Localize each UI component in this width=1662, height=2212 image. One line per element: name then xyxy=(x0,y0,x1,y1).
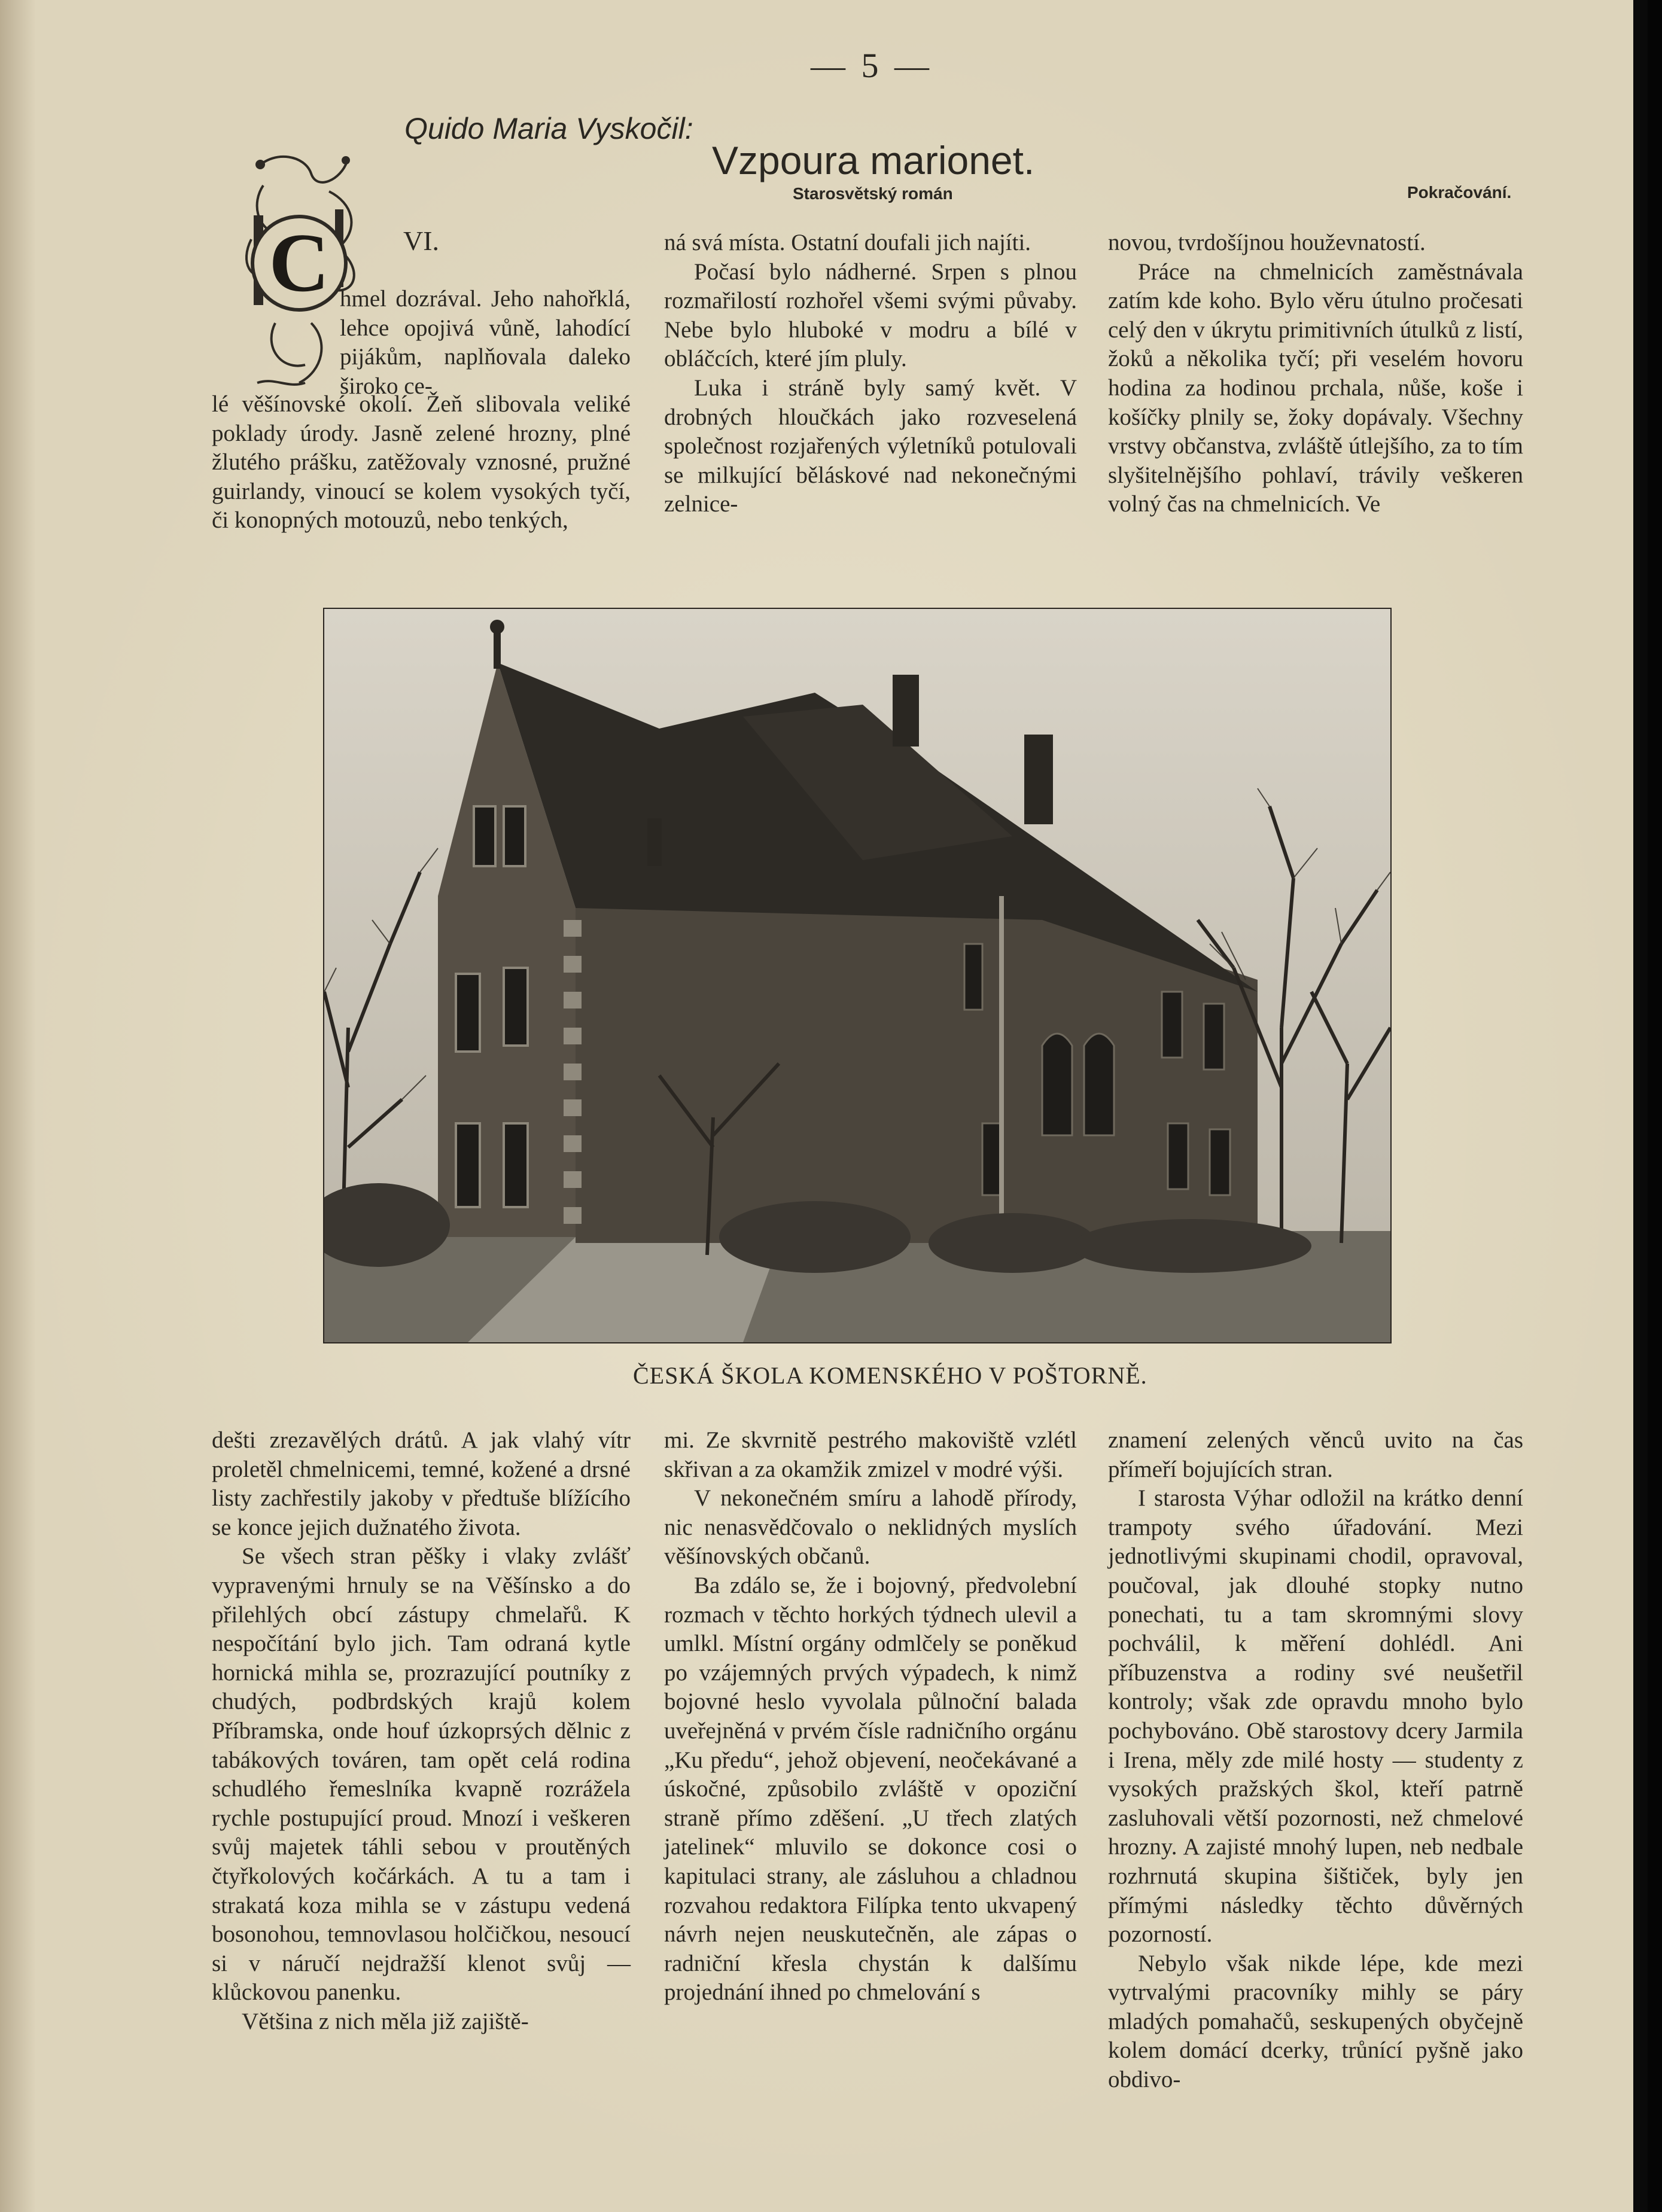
paragraph: ná svá místa. Ostatní doufali jich najíti. xyxy=(664,230,1031,255)
paragraph: Ba zdálo se, že i bojovný, předvolební rozmach v těchto horkých týdnech ulevil a umlkl. Místní orgány odmlčely se poněkud po vzájemných prvých výpadech, k nimž bojovné heslo vyvolala půlnoční balada uveřejněná v prvém čísle radničního orgánu „Ku předu“, jehož objevení, neočekávané a úskočné, způsobilo zvláště v opoziční straně přímo zděšení. „U třech zlatých jatelinek“ mluvilo se dokonce cosi o kapitulaci strany, ale zásluhou a chladnou rozvahou redaktora Filípka tento ukvapený návrh nejen neuskutečněn, ale zápas o radniční křesla chystán k dalšímu projednání ihned po chmelování s xyxy=(664,1572,1077,2006)
continuation-label: Pokračování. xyxy=(1407,183,1512,202)
page-number: — 5 — xyxy=(811,46,933,85)
paragraph: I starosta Výhar odložil na krátko denní trampoty svého úřadování. Mezi jednotlivými skupinami chodil, opravoval, poučoval, jak dlouhé stopky nutno ponechati, tu a tam skromnými slovy pochválil, k měření dohlédl. Ani příbuzenstva a rodiny své neušetřil kontroly; však zde opravdu mnoho bylo pochybováno. Obě starostovy dcery Jarmila i Irena, měly zde milé hosty — studenty z vysokých pražských škol, kteří patrně zasluhovali větší pozornosti, než chmelové hrozny. A zajisté mnohý lupen, neb nedbale rozhrnutá skupina šištiček, byly jen přímými následky těchto důvěrných pozorností. xyxy=(1108,1485,1523,1948)
column-2-bottom xyxy=(664,1426,1077,2007)
paragraph: mi. Ze skvrnitě pestrého makoviště vzlétl skřivan a za okamžik zmizel v modré výši. xyxy=(664,1427,1077,1482)
paragraph: Počasí bylo nádherné. Srpen s plnou rozmařilostí rozhořel všemi svými půvaby. Nebe bylo hluboké v modru a bílé v obláčcích, které jím pluly. xyxy=(664,258,1077,372)
column-3-bottom xyxy=(1108,1426,1523,2095)
drop-initial-letter: C xyxy=(269,217,330,309)
paragraph: Většina z nich měla již zajiště- xyxy=(242,2008,529,2034)
scan-edge-shadow xyxy=(1633,0,1648,2212)
chapter-number: VI. xyxy=(403,226,440,256)
paragraph: znamení zelených věnců uvito na čas přímeří bojujících stran. xyxy=(1108,1427,1523,1482)
paragraph: Luka i stráně byly samý květ. V drobných hloučkách jako rozveselená společnost rozjařených výletníků potulovali se milkující běláskové nad nekonečnými zelnice- xyxy=(664,374,1077,517)
paragraph: Práce na chmelnicích zaměstnávala zatím kde koho. Bylo věru útulno pročesati celý den v úkrytu primitivních útulků z listí, žoků a několika tyčí; při veselém hovoru hodina za hodinou prchala, nůše, koše i košíčky plnily se, žoky dopávaly. Všechny vrstvy občanstva, zvláště útlejšího, za to tím slyšitelnějšího pohlaví, trávily veškeren volný čas na chmelnicích. Ve xyxy=(1108,258,1523,517)
column-1-drop-text: hmel dozrával. Jeho nahořklá, lehce opojivá vůně, lahodící pijákům, naplňovala daleko široko ce- xyxy=(340,286,631,399)
column-1-bottom xyxy=(212,1426,631,2036)
school-building-photo xyxy=(323,608,1392,1343)
column-3-top xyxy=(1108,228,1523,519)
paragraph: V nekonečném smíru a lahodě přírody, nic nenasvědčovalo o neklidných myslích věšínovských občanů. xyxy=(664,1485,1077,1570)
paragraph: novou, tvrdošíjnou houževnatostí. xyxy=(1108,230,1426,255)
photo-caption: ČESKÁ ŠKOLA KOMENSKÉHO V POŠTORNĚ. xyxy=(633,1362,1147,1389)
paragraph: Se všech stran pěšky i vlaky zvlášť vypravenými hrnuly se na Věšínsko a do přilehlých obcí zástupy chmelařů. K nespočítání bylo jich. Tam odraná kytle hornická mihla se, prozrazující poutníky z chudých, podbrdských krajů kolem Příbramska, onde houf úzkoprsých dělnic z tabákových továren, tam opět celá rodina schudlého řemeslníka kvapně rozrážela rychle postupující proud. Mnozí i veškeren svůj majetek táhli sebou v proutěných čtyřkolových kočárkách. A tu a tam i strakatá koza mihla se v zástupu vedená bosonohou, temnovlasou holčičkou, nesoucí si v náručí nejdražší klenot svůj — klůckovou panenku. xyxy=(212,1543,631,2006)
column-1-top: lé věšínovské okolí. Žeň slibovala veliké poklady úrody. Jasně zelené hrozny, plné žlutého prášku, zatěžovaly vznosné, pružné guirlandy, vinoucí se kolem vysokých tyčí, či konopných motouzů, nebo tenkých, xyxy=(212,391,631,534)
paragraph: dešti zrezavělých drátů. A jak vlahý vítr proletěl chmelnicemi, temné, kožené a drsné listy zachřestily jakoby v předtuše blížícího se konce jejich dužnatého života. xyxy=(212,1427,631,1540)
article-title: Vzpoura marionet. xyxy=(712,138,1035,182)
article-subtitle: Starosvětský román xyxy=(793,184,953,203)
column-2-top xyxy=(664,228,1077,519)
author-name: Quido Maria Vyskočil: xyxy=(404,112,693,145)
paragraph: Nebylo však nikde lépe, kde mezi vytrvalými pracovníky mihly se páry mladých pomahačů, seskupených obyčejně kolem domácí dcerky, trůnící pyšně jako obdivo- xyxy=(1108,1950,1523,2093)
